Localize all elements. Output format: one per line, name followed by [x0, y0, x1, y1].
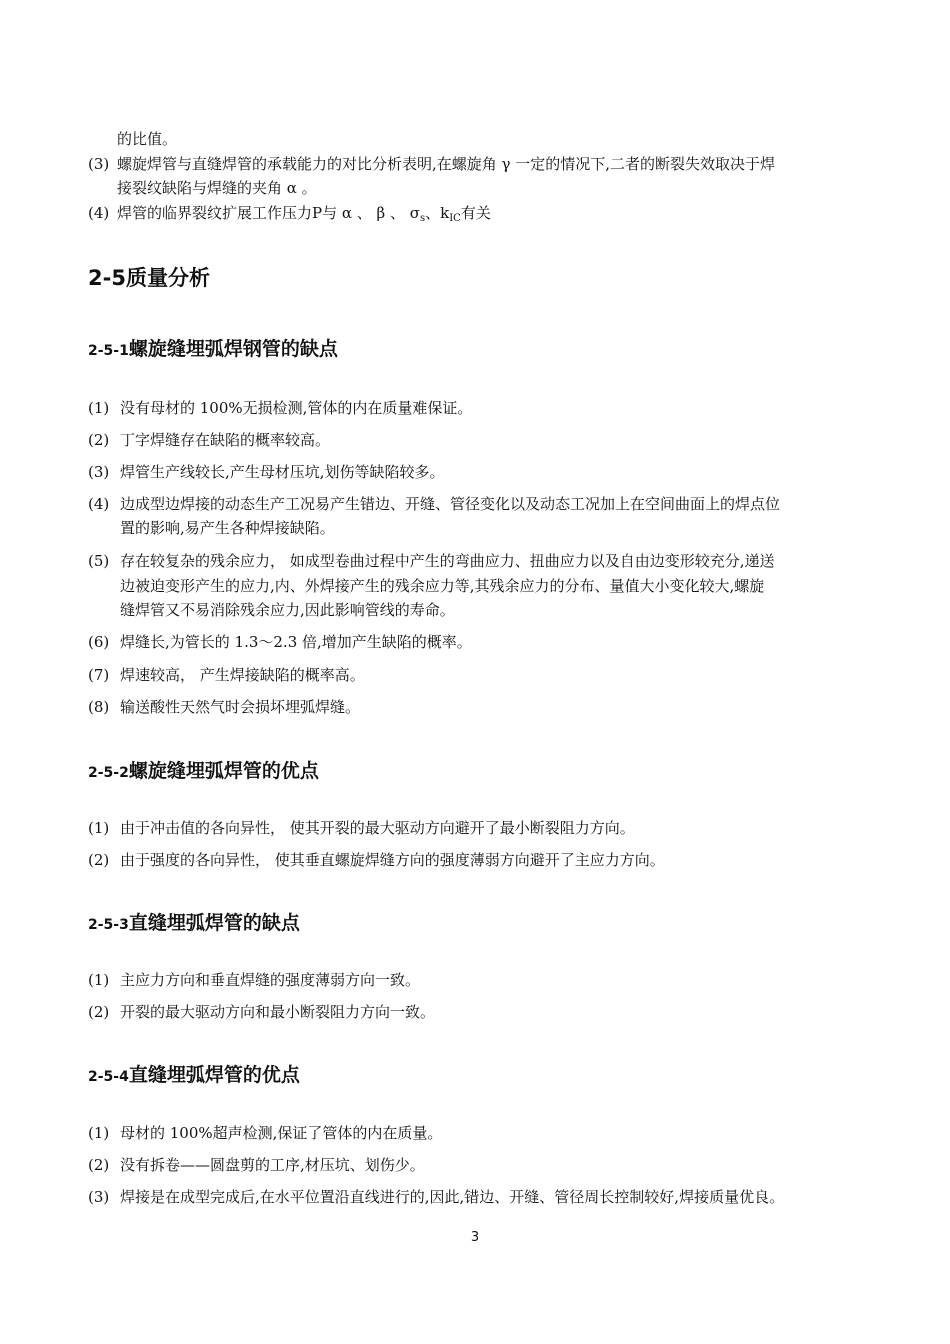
- list-item-number: (3): [88, 1188, 110, 1206]
- subsection-heading-2: [88, 756, 319, 783]
- list-item-text: 边成型边焊接的动态生产工况易产生错边、开缝、管径变化以及动态工况加上在空间曲面上的焊点位: [120, 495, 781, 513]
- subsection-title: 螺旋缝埋弧焊管的优点: [128, 760, 319, 782]
- list-item-text: 开裂的最大驱动方向和最小断裂阻力方向一致。: [120, 1003, 436, 1021]
- list-item-text: 置的影响,易产生各种焊接缺陷。: [120, 519, 335, 537]
- intro-item-3-line-1: 螺旋焊管与直缝焊管的承载能力的对比分析表明,在螺旋角 γ 一定的情况下,二者的断裂失效取决于焊: [117, 155, 776, 173]
- list-item-text: 焊接是在成型完成后,在水平位置沿直线进行的,因此,错边、开缝、管径周长控制较好,焊接质量优良。: [120, 1188, 785, 1206]
- sigma-subscript: s: [419, 213, 426, 224]
- page-number: 3: [470, 1230, 480, 1245]
- list-item-text: 主应力方向和垂直焊缝的强度薄弱方向一致。: [120, 971, 421, 989]
- list-item-text: 焊速较高， 产生焊接缺陷的概率高。: [120, 666, 365, 684]
- list-item-number: (4): [88, 495, 110, 513]
- subsection-heading-1: [88, 334, 338, 361]
- list-item-number: (1): [88, 399, 110, 417]
- subsection-number: 2-5-1: [88, 343, 129, 359]
- list-item-number: (6): [88, 633, 110, 651]
- list-item-number: (1): [88, 819, 110, 837]
- section-title: 2-5质量分析: [88, 266, 210, 290]
- list-item-text: 存在较复杂的残余应力， 如成型卷曲过程中产生的弯曲应力、扭曲应力以及自由边变形较充分,递送: [120, 552, 775, 570]
- list-item-number: (7): [88, 666, 110, 684]
- subsection-number: 2-5-2: [88, 765, 129, 781]
- list-item-number: (3): [88, 463, 110, 481]
- list-item-text: 没有母材的 100%无损检测,管体的内在质量难保证。: [120, 399, 473, 417]
- list-item-text: 丁字焊缝存在缺陷的概率较高。: [120, 431, 331, 449]
- intro-item-4-number: (4): [88, 204, 110, 222]
- intro-item-4-mid: 、k: [425, 204, 450, 222]
- subsection-number: 2-5-4: [88, 1069, 129, 1085]
- intro-item-4-line: [117, 203, 491, 229]
- k-subscript: IC: [449, 213, 461, 224]
- intro-item-3-line-2: 接裂纹缺陷与焊缝的夹角 α 。: [117, 179, 317, 197]
- intro-item-4-text: 焊管的临界裂纹扩展工作压力P与 α 、 β 、 σ: [117, 204, 420, 222]
- intro-item-3-number: (3): [88, 155, 110, 173]
- list-item-text: 没有拆卷——圆盘剪的工序,材压坑、划伤少。: [120, 1156, 425, 1174]
- list-item-text: 输送酸性天然气时会损坏埋弧焊缝。: [120, 698, 361, 716]
- subsection-heading-3: [88, 908, 300, 935]
- subsection-title: 直缝埋弧焊管的优点: [128, 1064, 300, 1086]
- list-item-text: 焊管生产线较长,产生母材压坑,划伤等缺陷较多。: [120, 463, 445, 481]
- list-item-number: (8): [88, 698, 110, 716]
- list-item-number: (5): [88, 552, 110, 570]
- list-item-number: (2): [88, 431, 110, 449]
- list-item-text: 焊缝长,为管长的 1.3～2.3 倍,增加产生缺陷的概率。: [120, 633, 472, 651]
- list-item-number: (2): [88, 1156, 110, 1174]
- list-item-number: (2): [88, 1003, 110, 1021]
- subsection-title: 直缝埋弧焊管的缺点: [128, 912, 300, 934]
- list-item-number: (1): [88, 1124, 110, 1142]
- list-item-text: 边被迫变形产生的应力,内、外焊接产生的残余应力等,其残余应力的分布、量值大小变化较大,螺旋: [120, 577, 765, 595]
- list-item-text: 母材的 100%超声检测,保证了管体的内在质量。: [120, 1124, 443, 1142]
- list-item-text: 由于强度的各向异性， 使其垂直螺旋焊缝方向的强度薄弱方向避开了主应力方向。: [120, 851, 665, 869]
- intro-item-4-tail: 有关: [460, 204, 491, 222]
- list-item-number: (2): [88, 851, 110, 869]
- intro-continuation: 的比值。: [117, 130, 178, 148]
- list-item-text: 由于冲击值的各向异性， 使其开裂的最大驱动方向避开了最小断裂阻力方向。: [120, 819, 635, 837]
- subsection-heading-4: [88, 1060, 300, 1087]
- subsection-title: 螺旋缝埋弧焊钢管的缺点: [128, 338, 338, 360]
- list-item-number: (1): [88, 971, 110, 989]
- list-item-text: 缝焊管又不易消除残余应力,因此影响管线的寿命。: [120, 601, 455, 619]
- subsection-number: 2-5-3: [88, 917, 129, 933]
